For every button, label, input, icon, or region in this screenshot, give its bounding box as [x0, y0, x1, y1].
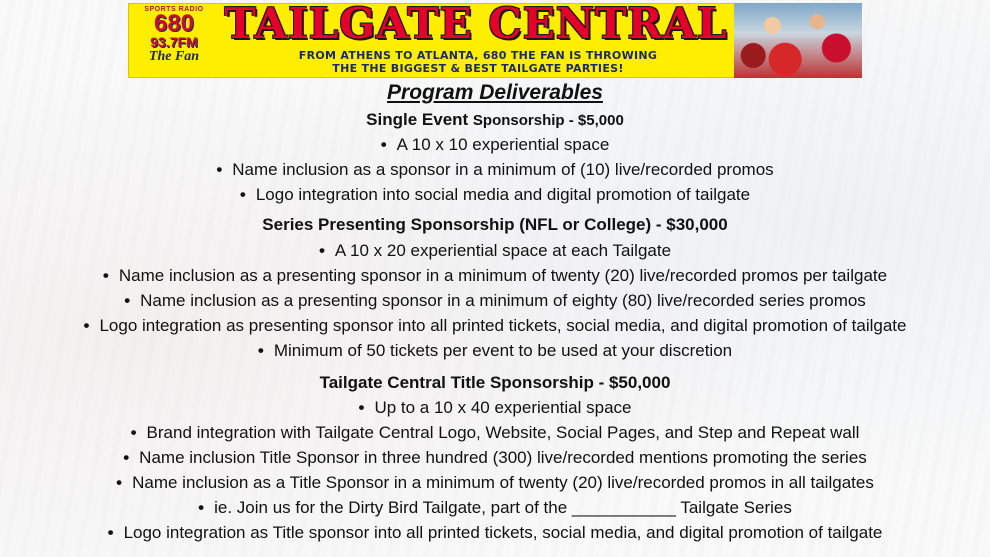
banner-title: TAILGATE CENTRAL [224, 3, 728, 48]
tagline-line-1: FROM ATHENS TO ATLANTA, 680 THE FAN IS THROWING [298, 49, 658, 62]
crowd-photo [734, 3, 862, 78]
station-name: The Fan [148, 49, 200, 64]
list-item-text: A 10 x 10 experiential space [396, 135, 610, 154]
list-item-text: A 10 x 20 experiential space at each Tailgate [334, 241, 672, 260]
list-item-text: Name inclusion as a Title Sponsor in a minimum of twenty (20) live/recorded promos in all tailgates [132, 473, 874, 492]
station-fm: 93.7FM [150, 34, 198, 50]
bullet-icon: • [102, 266, 109, 285]
bullet-icon: • [216, 160, 223, 179]
section-title-single-event [0, 109, 990, 132]
list-item-text: Name inclusion Title Sponsor in three hundred (300) live/recorded mentions promoting the series [139, 448, 867, 467]
list-item [0, 340, 990, 362]
bullet-icon: • [124, 291, 131, 310]
list-item-text: ie. Join us for the Dirty Bird Tailgate, part of the ___________ Tailgate Series [214, 498, 792, 517]
bullet-icon: • [380, 135, 387, 154]
bullet-icon: • [123, 448, 130, 467]
list-item [0, 497, 990, 519]
bullet-icon: • [116, 473, 123, 492]
bullet-icon: • [318, 241, 325, 260]
list-item [0, 522, 990, 544]
page-heading: Program Deliverables [387, 81, 603, 104]
list-item [0, 134, 990, 156]
station-logo [130, 5, 218, 76]
list-item-text: Minimum of 50 tickets per event to be used at your discretion [273, 341, 733, 360]
bullet-icon: • [130, 423, 137, 442]
list-item-text: Brand integration with Tailgate Central Logo, Website, Social Pages, and Step and Repeat wall [146, 423, 860, 442]
list-item [0, 447, 990, 469]
station-number: 680 [153, 10, 195, 37]
list-item-text: Logo integration as presenting sponsor into all printed tickets, social media, and digital promotion of tailgate [99, 316, 907, 335]
bullet-icon: • [107, 523, 114, 542]
list-item [0, 265, 990, 287]
section-title-series-presenting: Series Presenting Sponsorship (NFL or College) - $30,000 [262, 215, 728, 234]
section-title-main: Single Event [366, 110, 473, 129]
list-item [0, 397, 990, 419]
list-item-text: Logo integration as Title sponsor into all printed tickets, social media, and digital promotion of tailgate [123, 523, 883, 542]
section-title-title-sponsorship: Tailgate Central Title Sponsorship - $50,000 [319, 373, 671, 392]
list-item [0, 184, 990, 206]
tailgate-central-banner [128, 3, 862, 78]
bullet-icon: • [257, 341, 264, 360]
bullet-icon: • [358, 398, 365, 417]
station-top-text: SPORTS RADIO [144, 6, 204, 13]
list-item-text: Name inclusion as a presenting sponsor in a minimum of twenty (20) live/recorded promos per tailgate [118, 266, 888, 285]
bullet-icon: • [83, 316, 90, 335]
list-item [0, 315, 990, 337]
list-item-text: Up to a 10 x 40 experiential space [374, 398, 632, 417]
banner-tagline [228, 49, 728, 75]
bullet-icon: • [239, 185, 246, 204]
list-item-text: Name inclusion as a sponsor in a minimum of (10) live/recorded promos [232, 160, 774, 179]
list-item [0, 240, 990, 262]
list-item [0, 472, 990, 494]
list-item-text: Name inclusion as a presenting sponsor in a minimum of eighty (80) live/recorded series promos [140, 291, 866, 310]
bullet-icon: • [198, 498, 205, 517]
list-item [0, 422, 990, 444]
section-title-small: Sponsorship - $5,000 [472, 112, 624, 129]
list-item [0, 290, 990, 312]
list-item-text: Logo integration into social media and digital promotion of tailgate [255, 185, 751, 204]
tagline-line-2: THE THE BIGGEST & BEST TAILGATE PARTIES! [332, 62, 624, 75]
list-item [0, 159, 990, 181]
